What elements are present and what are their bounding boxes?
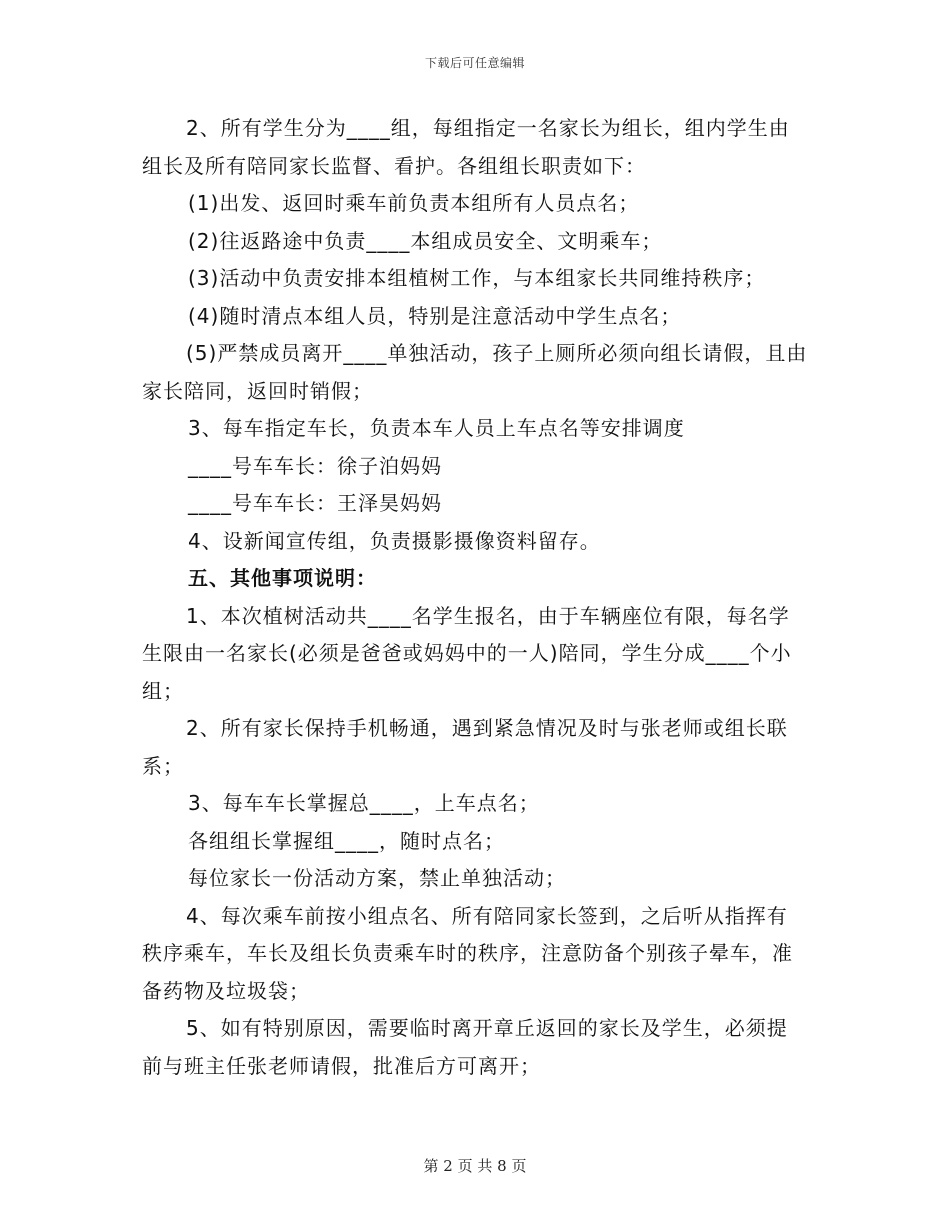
duty-item-4: (4)随时清点本组人员，特别是注意活动中学生点名； bbox=[188, 303, 682, 328]
duty-item-1: (1)出发、返回时乘车前负责本组所有人员点名； bbox=[188, 191, 640, 215]
bus-leader-2: ____号车车长：王泽昊妈妈 bbox=[188, 491, 442, 515]
section-heading: 五、其他事项说明： bbox=[188, 566, 377, 590]
paragraph-group-division: 2、所有学生分为____组，每组指定一名家长为组长，组内学生由组长及所有陪同家长监督、看护。各组组长职责如下： bbox=[142, 116, 790, 178]
paragraph-bus-leader: 3、每车指定车长，负责本车人员上车点名等安排调度 bbox=[188, 416, 685, 440]
document-body bbox=[142, 110, 808, 1085]
page-number: 第 2 页 共 8 页 bbox=[423, 1157, 527, 1175]
note-item-3: 3、每车车长掌握总____，上车点名； bbox=[188, 791, 540, 815]
duty-item-2: (2)往返路途中负责____本组成员安全、文明乘车； bbox=[188, 228, 663, 253]
duty-item-5: (5)严禁成员离开____单独活动，孩子上厕所必须向组长请假，且由家长陪同，返回时销假； bbox=[142, 341, 808, 403]
note-item-3-parent: 每位家长一份活动方案，禁止单独活动； bbox=[188, 866, 566, 890]
header-note: 下载后可任意编辑 bbox=[424, 56, 525, 70]
note-item-3-group: 各组组长掌握组____，随时点名； bbox=[188, 828, 505, 853]
bus-leader-1: ____号车车长：徐子泊妈妈 bbox=[188, 453, 442, 478]
note-item-5: 5、如有特别原因，需要临时离开章丘返回的家长及学生，必须提前与班主任张老师请假，批准后方可离开； bbox=[142, 1016, 788, 1078]
note-item-1: 1、本次植树活动共____名学生报名，由于车辆座位有限，每名学生限由一名家长(必须是爸爸或妈妈中的一人)陪同，学生分成____个小组； bbox=[142, 603, 792, 703]
duty-item-3: (3)活动中负责安排本组植树工作，与本组家长共同维持秩序； bbox=[188, 266, 766, 290]
paragraph-media-group: 4、设新闻宣传组，负责摄影摄像资料留存。 bbox=[188, 528, 601, 553]
note-item-4: 4、每次乘车前按小组点名、所有陪同家长签到，之后听从指挥有秩序乘车，车长及组长负责乘车时的秩序，注意防备个别孩子晕车，准备药物及垃圾袋； bbox=[142, 903, 793, 1003]
note-item-2: 2、所有家长保持手机畅通，遇到紧急情况及时与张老师或组长联系； bbox=[142, 716, 788, 778]
